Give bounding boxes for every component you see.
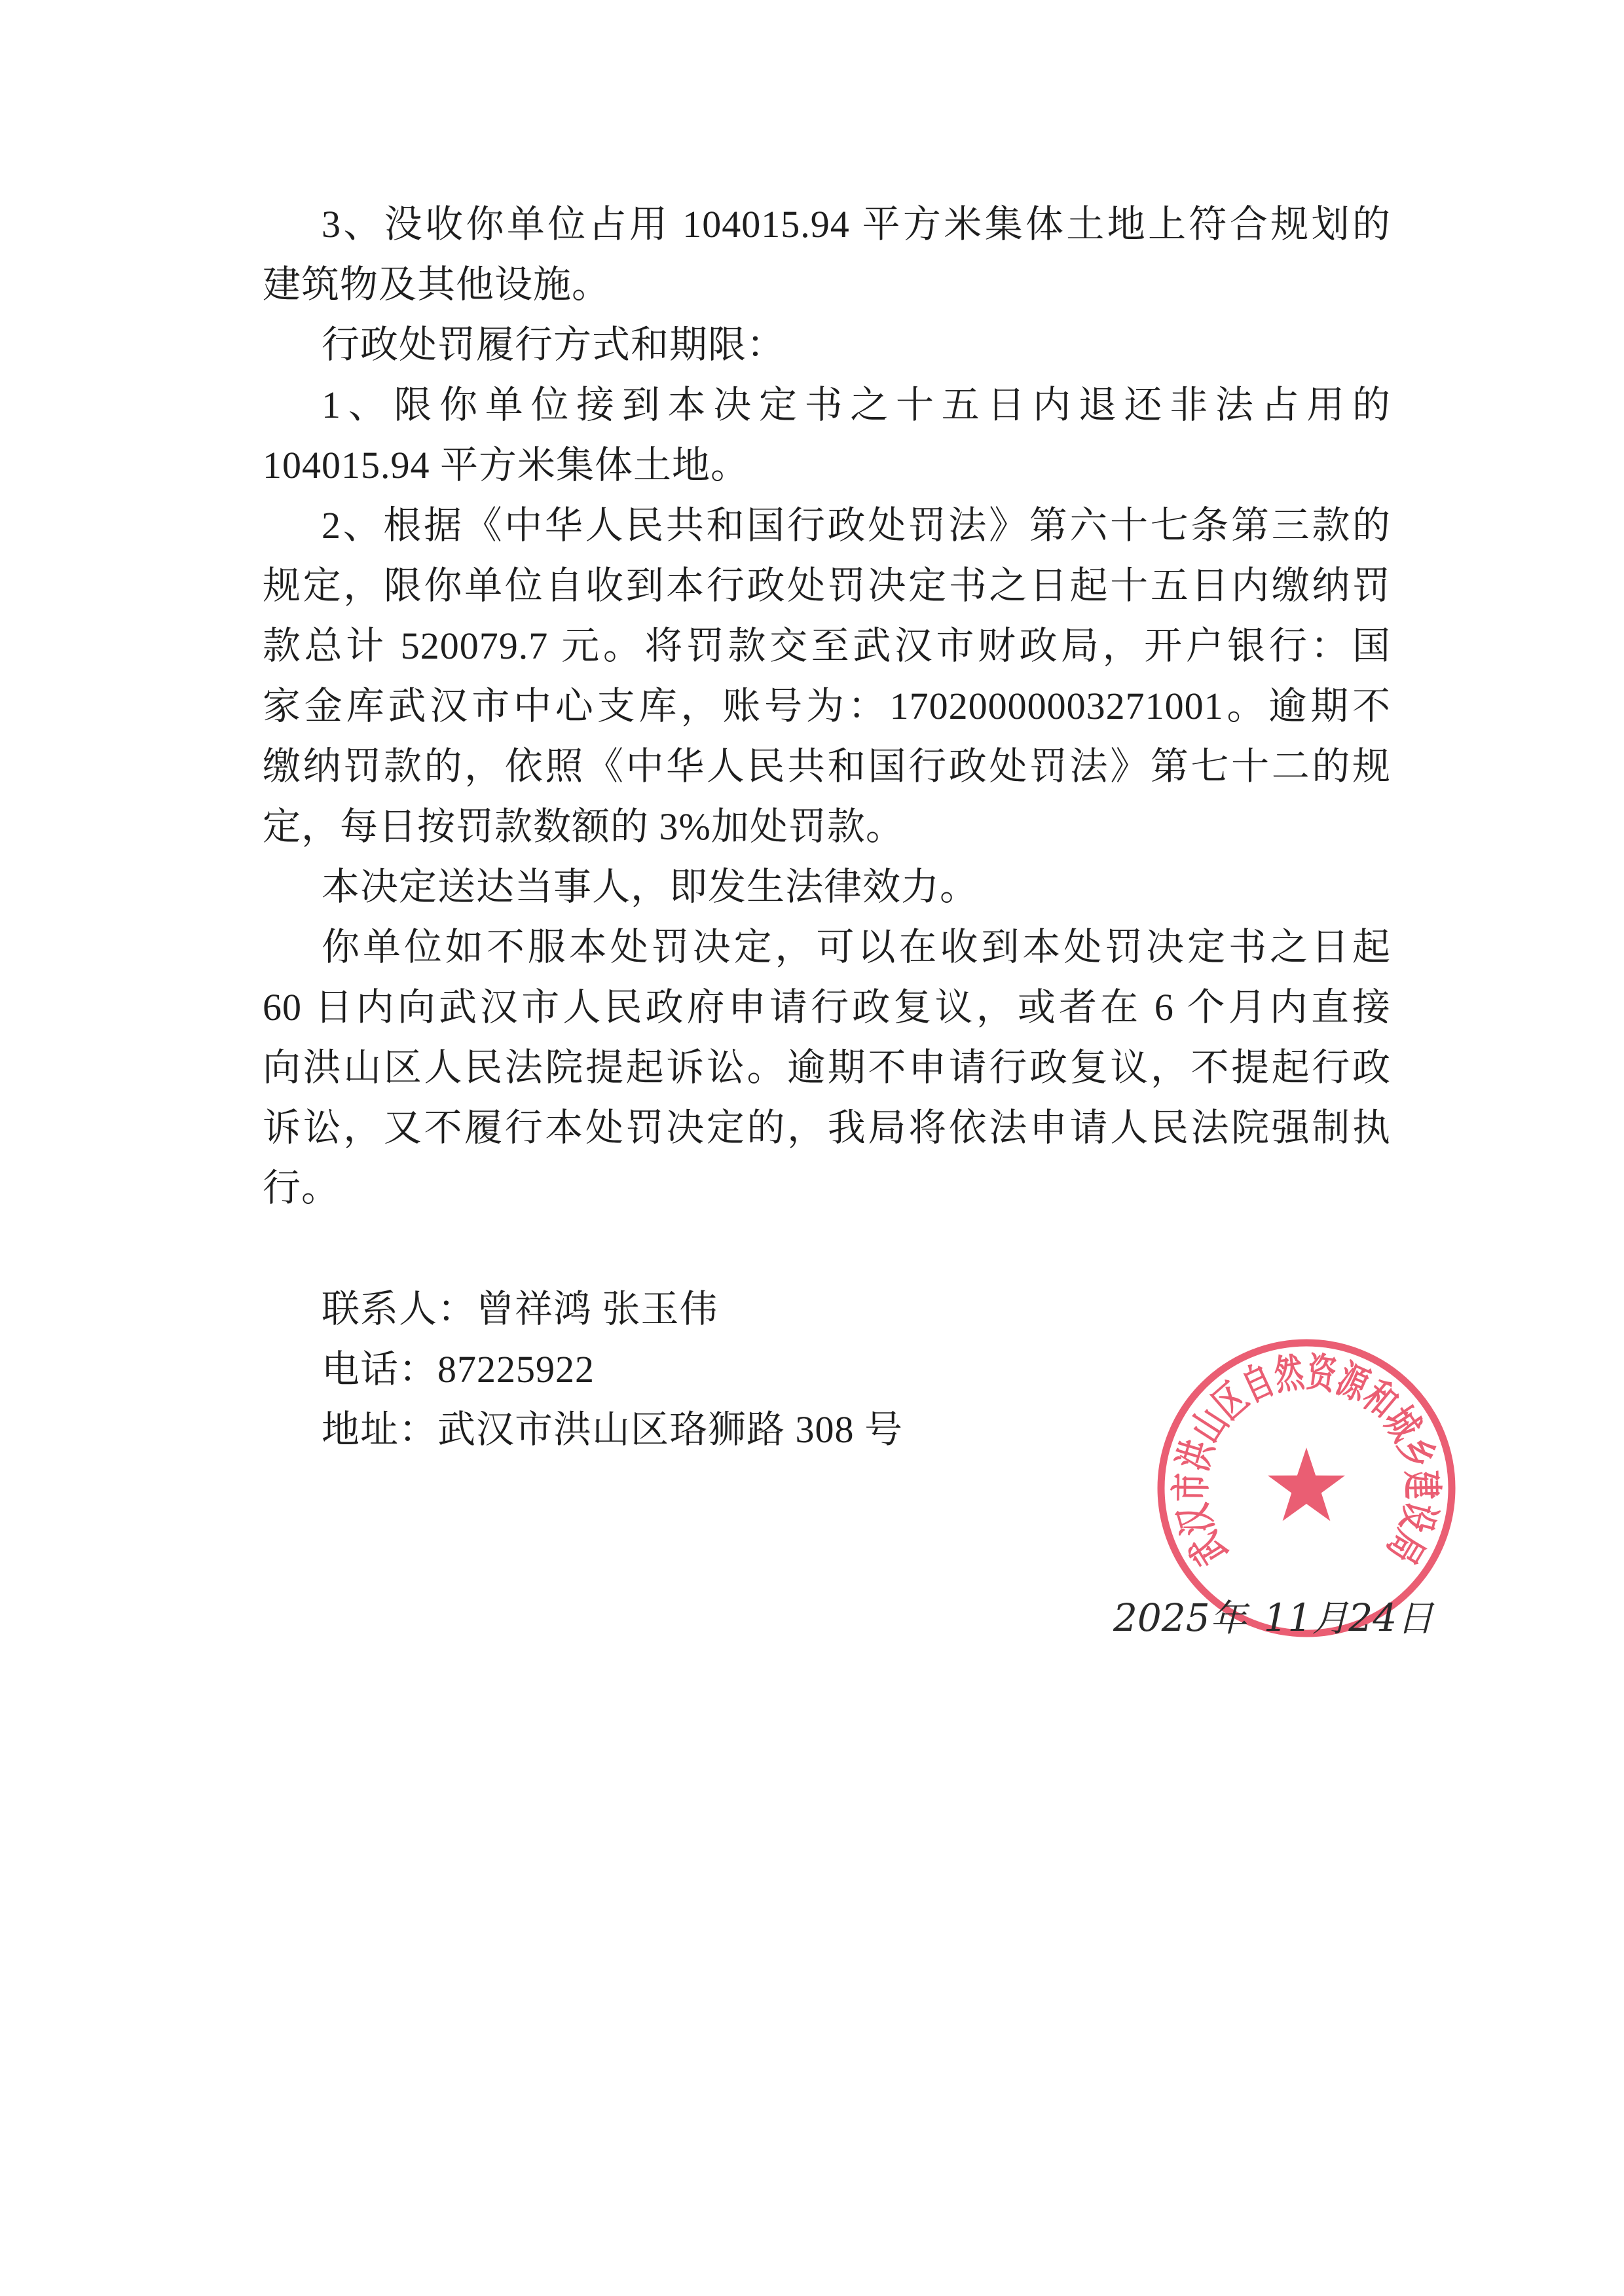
body-line: 建筑物及其他设施。 (263, 263, 611, 306)
body-line: 定，每日按罚款数额的 3%加处罚款。 (263, 805, 904, 848)
date-day-unit: 日 (1397, 1597, 1434, 1640)
body-line: 缴纳罚款的，依照《中华人民共和国行政处罚法》第七十二的规 (263, 745, 1391, 788)
contact-person (322, 1279, 1238, 1339)
body-line: 行政处罚履行方式和期限： (322, 323, 786, 366)
contact-phone (322, 1339, 1238, 1400)
contact-address-label: 地址： (322, 1408, 438, 1451)
body-line: 60 日内向武汉市人民政府申请行政复议，或者在 6 个月内直接 (263, 986, 1391, 1029)
body-line: 1、限你单位接到本决定书之十五日内退还非法占用的 (322, 384, 1391, 426)
seal-text-path: 武汉市洪山区自然资源和城乡建设局 (1165, 1346, 1448, 1582)
signature-date (1113, 1590, 1433, 1645)
star-icon (1268, 1448, 1345, 1521)
body-line: 诉讼，又不履行本处罚决定的，我局将依法申请人民法院强制执 (263, 1106, 1391, 1149)
contact-person-label: 联系人： (322, 1288, 477, 1330)
body-line: 2、根据《中华人民共和国行政处罚法》第六十七条第三款的 (322, 504, 1391, 547)
body-line: 本决定送达当事人，即发生法律效力。 (322, 866, 979, 908)
body-line: 104015.94 平方米集体土地。 (263, 444, 750, 486)
contact-info (322, 1279, 1238, 1460)
contact-person-value: 曾祥鸿 张玉伟 (476, 1288, 718, 1330)
date-year-unit: 年 (1209, 1597, 1247, 1640)
date-month: 11 (1263, 1595, 1312, 1640)
contact-phone-value: 87225922 (437, 1348, 595, 1391)
document-body (263, 194, 1391, 1218)
date-month-unit: 月 (1312, 1597, 1349, 1640)
body-line: 款总计 520079.7 元。将罚款交至武汉市财政局，开户银行：国 (263, 625, 1391, 667)
contact-address (322, 1400, 1238, 1460)
body-line: 家金库武汉市中心支库，账号为：17020000003271001。逾期不 (263, 685, 1391, 727)
body-line: 规定，限你单位自收到本行政处罚决定书之日起十五日内缴纳罚 (263, 564, 1391, 607)
body-line: 你单位如不服本处罚决定，可以在收到本处罚决定书之日起 (322, 926, 1391, 968)
contact-address-value: 武汉市洪山区珞狮路 308 号 (437, 1408, 904, 1451)
body-line: 向洪山区人民法院提起诉讼。逾期不申请行政复议，不提起行政 (263, 1046, 1391, 1089)
date-day: 24 (1348, 1595, 1397, 1640)
contact-phone-label: 电话： (322, 1348, 438, 1391)
body-line: 3、没收你单位占用 104015.94 平方米集体土地上符合规划的 (322, 203, 1391, 246)
date-year: 2025 (1113, 1595, 1210, 1640)
body-line: 行。 (263, 1167, 341, 1209)
